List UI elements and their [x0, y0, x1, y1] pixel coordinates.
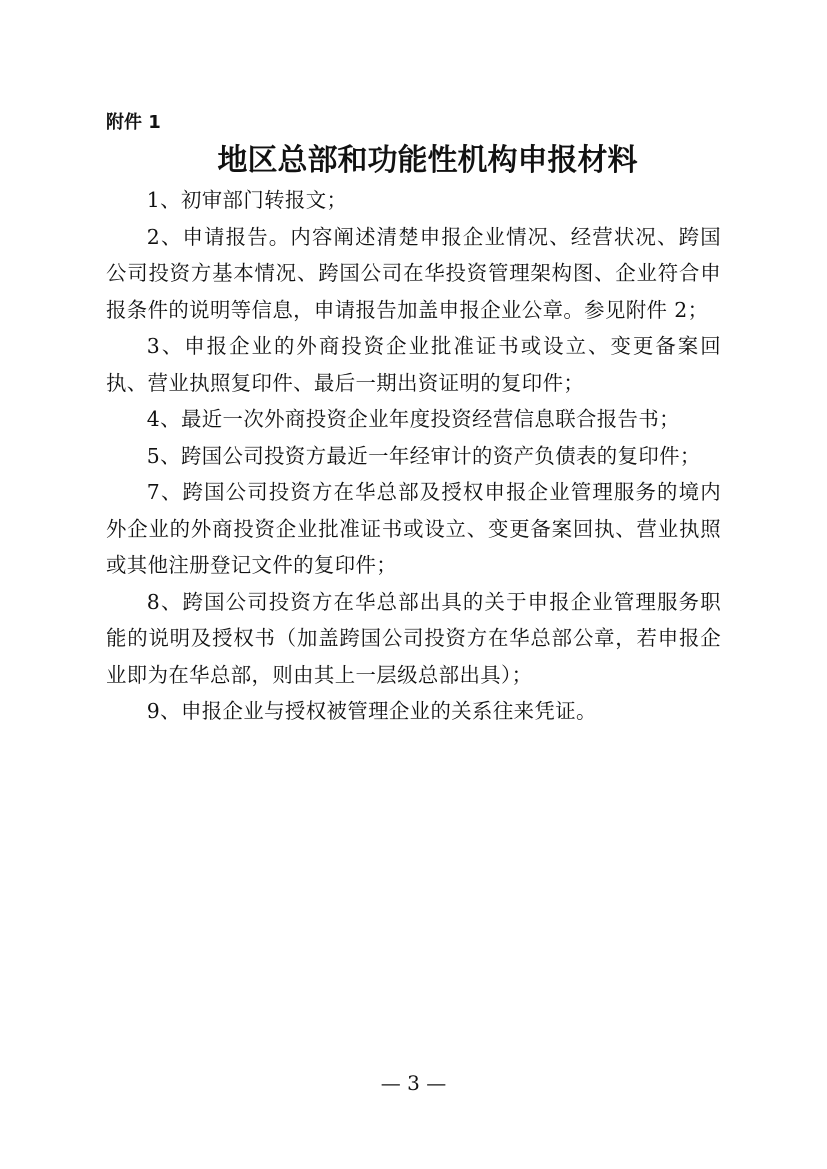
page-title: 地区总部和功能性机构申报材料	[217, 143, 638, 178]
paragraph-item-8: 8、跨国公司投资方在华总部出具的关于申报企业管理服务职能的说明及授权书（加盖跨国公司投资方在华总部公章，若申报企业即为在华总部，则由其上一层级总部出具）；	[106, 589, 721, 687]
document-body	[106, 182, 721, 730]
paragraph-item-4: 4、最近一次外商投资企业年度投资经营信息联合报告书；	[146, 407, 680, 431]
paragraph-item-7: 7、跨国公司投资方在华总部及授权申报企业管理服务的境内外企业的外商投资企业批准证书或设立、变更备案回执、营业执照或其他注册登记文件的复印件；	[106, 480, 721, 577]
page-number: — 3 —	[380, 1071, 447, 1095]
paragraph-item-9: 9、申报企业与授权被管理企业的关系往来凭证。	[146, 699, 597, 723]
paragraph-item-2: 2、申请报告。内容阐述清楚申报企业情况、经营状况、跨国公司投资方基本情况、跨国公司在华投资管理架构图、企业符合申报条件的说明等信息，申请报告加盖申报企业公章。参见附件 2；	[106, 224, 721, 322]
paragraph-item-3: 3、申报企业的外商投资企业批准证书或设立、变更备案回执、营业执照复印件、最后一期出资证明的复印件；	[106, 334, 721, 395]
paragraph-item-1: 1、初审部门转报文；	[146, 188, 348, 212]
attachment-label: 附件 1	[106, 112, 161, 133]
paragraph-item-5: 5、跨国公司投资方最近一年经审计的资产负债表的复印件；	[146, 443, 701, 468]
